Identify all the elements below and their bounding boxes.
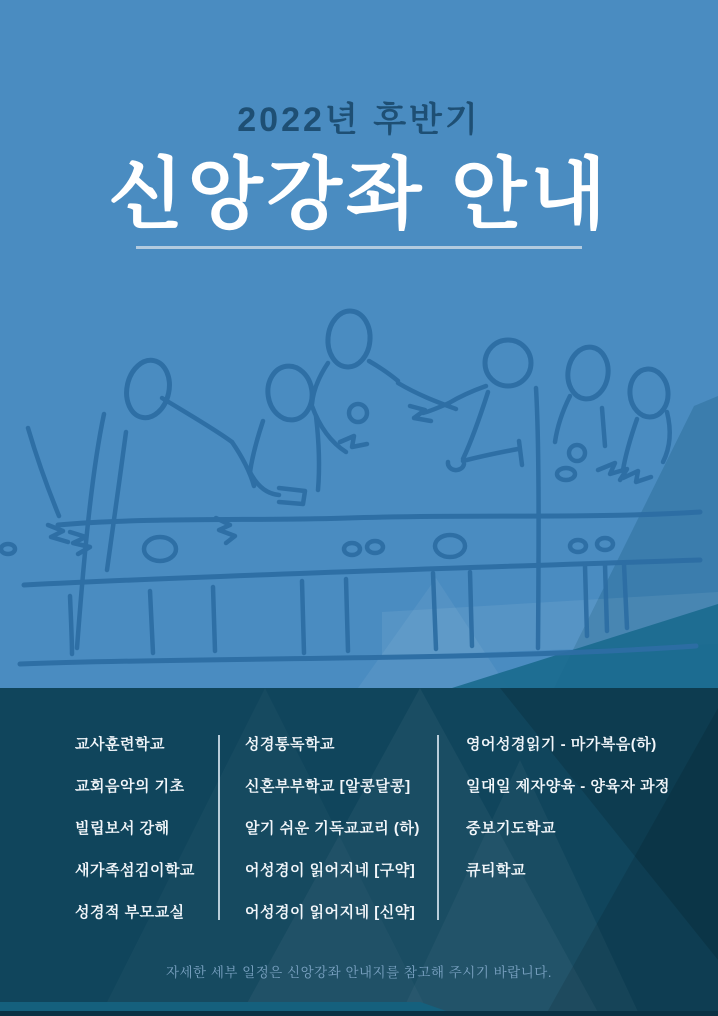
course-column-2 bbox=[245, 688, 420, 946]
course-item: 성경적 부모교실 bbox=[75, 904, 185, 921]
course-item: 교사훈련학교 bbox=[75, 736, 165, 753]
course-item: 신혼부부학교 [알콩달콩] bbox=[245, 778, 411, 795]
bottom-navy-strip bbox=[0, 1011, 718, 1016]
column-divider-1 bbox=[218, 735, 220, 920]
course-item: 일대일 제자양육 - 양육자 과정 bbox=[466, 778, 671, 795]
course-list-section bbox=[0, 688, 718, 1016]
course-item: 영어성경읽기 - 마가복음(하) bbox=[466, 736, 657, 753]
course-item: 성경통독학교 bbox=[245, 736, 335, 753]
course-item: 알기 쉬운 기독교교리 (하) bbox=[245, 820, 420, 837]
course-item: 새가족섬김이학교 bbox=[75, 862, 195, 879]
course-column-1 bbox=[75, 688, 195, 946]
course-item: 큐티학교 bbox=[466, 862, 526, 879]
column-divider-2 bbox=[437, 735, 439, 920]
page-title: 신앙강좌 안내 bbox=[108, 150, 610, 238]
header-subtitle: 2022년 후반기 bbox=[237, 101, 481, 139]
footer-note: 자세한 세부 일정은 신앙강좌 안내지를 참고해 주시기 바랍니다. bbox=[165, 965, 553, 980]
course-item: 교회음악의 기초 bbox=[75, 778, 185, 795]
course-item: 빌립보서 강해 bbox=[75, 820, 170, 837]
course-item: 어성경이 읽어지네 [구약] bbox=[245, 862, 416, 879]
course-item: 중보기도학교 bbox=[466, 820, 556, 837]
course-item: 어성경이 읽어지네 [신약] bbox=[245, 904, 416, 921]
course-column-3 bbox=[466, 688, 670, 904]
